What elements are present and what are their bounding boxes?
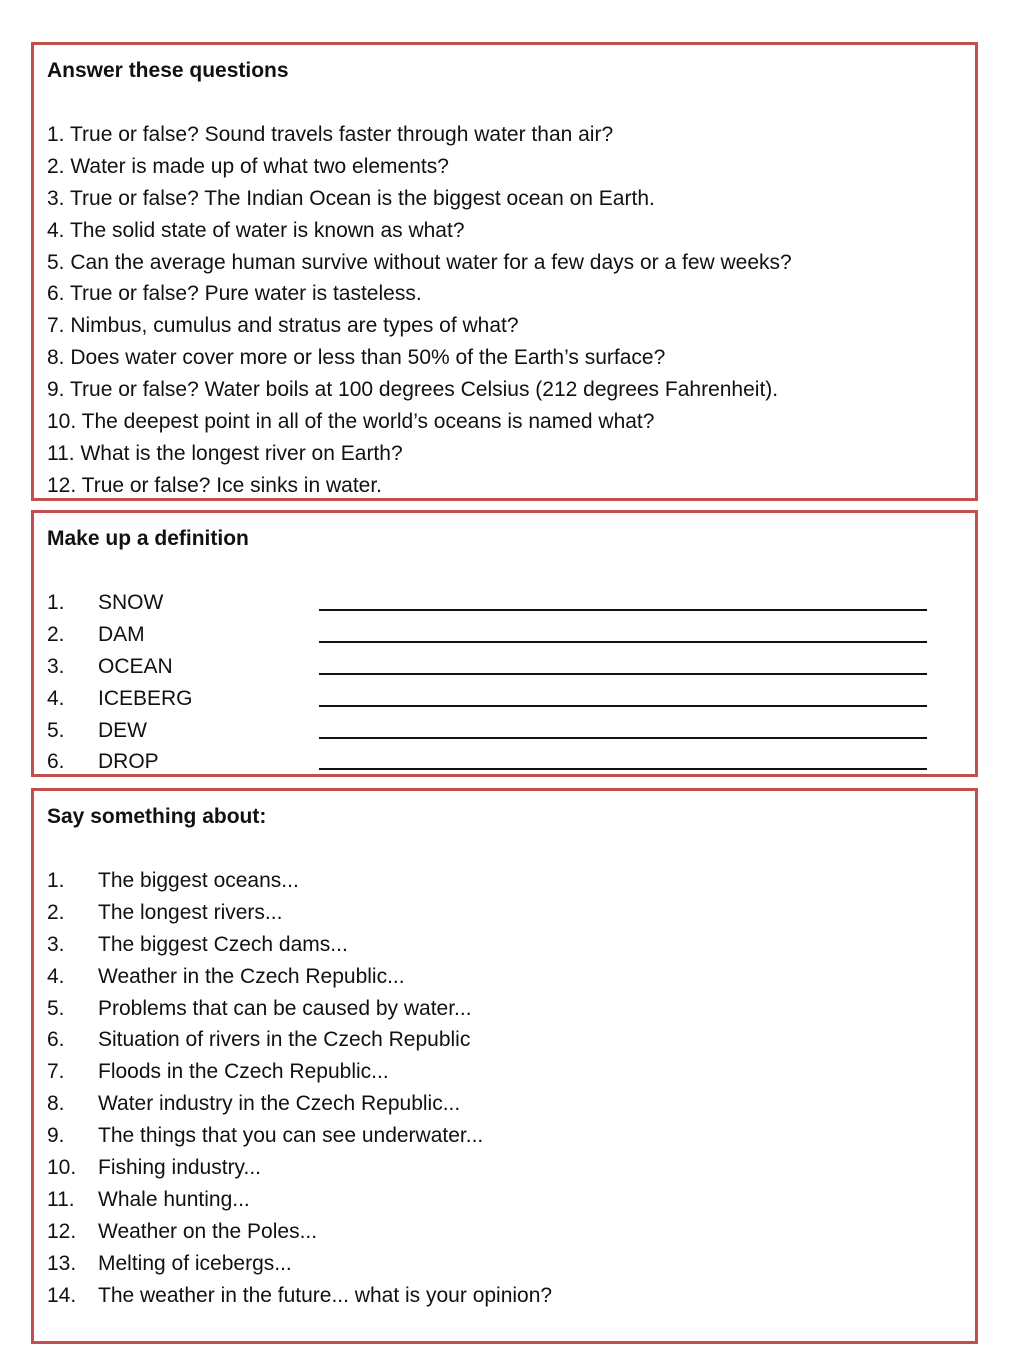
topic-number: 2. xyxy=(47,900,65,924)
questions-box xyxy=(31,42,978,501)
topic-row xyxy=(47,1152,975,1184)
question-item: 1. True or false? Sound travels faster through water than air? xyxy=(47,123,614,146)
topic-text: Weather in the Czech Republic... xyxy=(98,964,405,988)
topic-row xyxy=(47,1280,975,1312)
topic-number: 3. xyxy=(47,932,65,956)
definition-word: DEW xyxy=(98,718,147,742)
questions-heading: Answer these questions xyxy=(47,59,289,82)
topic-number: 12. xyxy=(47,1219,77,1243)
topic-text: Melting of icebergs... xyxy=(98,1251,292,1275)
topics-heading: Say something about: xyxy=(47,805,267,828)
definition-number: 1. xyxy=(47,591,65,614)
topic-row xyxy=(47,865,975,897)
topic-row xyxy=(47,1024,975,1056)
question-item: 7. Nimbus, cumulus and stratus are types of what? xyxy=(47,314,519,338)
definition-row xyxy=(47,651,975,683)
definition-number: 4. xyxy=(47,686,65,710)
spacer xyxy=(47,555,975,587)
topic-text: Situation of rivers in the Czech Republic xyxy=(98,1028,471,1052)
topic-row xyxy=(47,929,975,961)
question-item: 5. Can the average human survive without water for a few days or a few weeks? xyxy=(47,250,792,274)
definition-row xyxy=(47,587,975,619)
question-item: 3. True or false? The Indian Ocean is the biggest ocean on Earth. xyxy=(47,186,655,210)
definition-answer-line[interactable] xyxy=(319,715,927,739)
definition-word: ICEBERG xyxy=(98,686,193,710)
definition-number: 6. xyxy=(47,750,65,774)
question-item: 9. True or false? Water boils at 100 degrees Celsius (212 degrees Fahrenheit). xyxy=(47,378,779,402)
topic-number: 5. xyxy=(47,996,65,1020)
topic-row xyxy=(47,1056,975,1088)
definitions-heading: Make up a definition xyxy=(47,527,249,550)
definition-number: 5. xyxy=(47,718,65,742)
definition-row xyxy=(47,619,975,651)
definition-row xyxy=(47,715,975,747)
topic-row xyxy=(47,1184,975,1216)
topic-number: 8. xyxy=(47,1092,65,1116)
topics-box xyxy=(31,788,978,1344)
definition-answer-line[interactable] xyxy=(319,587,927,611)
topic-text: Fishing industry... xyxy=(98,1156,262,1180)
topic-row xyxy=(47,1216,975,1248)
topic-text: The longest rivers... xyxy=(98,900,283,924)
topic-text: The things that you can see underwater... xyxy=(98,1124,484,1148)
topic-number: 14. xyxy=(47,1283,77,1307)
topic-row xyxy=(47,897,975,929)
topic-text: Floods in the Czech Republic... xyxy=(98,1060,389,1084)
definition-row xyxy=(47,746,975,778)
definitions-box xyxy=(31,510,978,777)
topic-number: 7. xyxy=(47,1060,65,1084)
topic-number: 13. xyxy=(47,1251,77,1275)
topic-row xyxy=(47,1248,975,1280)
topic-row xyxy=(47,1088,975,1120)
spacer xyxy=(47,87,975,119)
topic-text: The biggest oceans... xyxy=(98,869,299,892)
topic-row xyxy=(47,961,975,993)
topic-row xyxy=(47,993,975,1025)
question-item: 11. What is the longest river on Earth? xyxy=(47,441,403,465)
topic-number: 6. xyxy=(47,1028,65,1052)
definition-word: OCEAN xyxy=(98,654,173,678)
topic-row xyxy=(47,1120,975,1152)
question-item: 10. The deepest point in all of the world’s oceans is named what? xyxy=(47,410,655,434)
definition-number: 3. xyxy=(47,654,65,678)
topic-number: 9. xyxy=(47,1124,65,1148)
definition-row xyxy=(47,683,975,715)
question-item: 2. Water is made up of what two elements? xyxy=(47,154,449,178)
definition-answer-line[interactable] xyxy=(319,651,927,675)
topic-number: 4. xyxy=(47,964,65,988)
topic-number: 1. xyxy=(47,869,65,892)
topic-number: 11. xyxy=(47,1187,75,1211)
definition-answer-line[interactable] xyxy=(319,619,927,643)
topic-text: Whale hunting... xyxy=(98,1187,250,1211)
definition-answer-line[interactable] xyxy=(319,683,927,707)
topic-text: Water industry in the Czech Republic... xyxy=(98,1092,461,1116)
definition-word: DAM xyxy=(98,622,145,646)
question-item: 6. True or false? Pure water is tasteless. xyxy=(47,282,422,306)
spacer xyxy=(47,833,975,865)
topic-number: 10. xyxy=(47,1156,77,1180)
topic-text: The biggest Czech dams... xyxy=(98,932,348,956)
definition-answer-line[interactable] xyxy=(319,746,927,770)
topic-text: The weather in the future... what is your opinion? xyxy=(98,1283,553,1307)
question-item: 4. The solid state of water is known as what? xyxy=(47,218,465,242)
definition-number: 2. xyxy=(47,622,65,646)
question-item: 8. Does water cover more or less than 50% of the Earth’s surface? xyxy=(47,346,666,370)
question-item: 12. True or false? Ice sinks in water. xyxy=(47,473,382,497)
definition-word: SNOW xyxy=(98,591,164,614)
definition-word: DROP xyxy=(98,750,159,774)
topic-text: Problems that can be caused by water... xyxy=(98,996,472,1020)
topic-text: Weather on the Poles... xyxy=(98,1219,318,1243)
